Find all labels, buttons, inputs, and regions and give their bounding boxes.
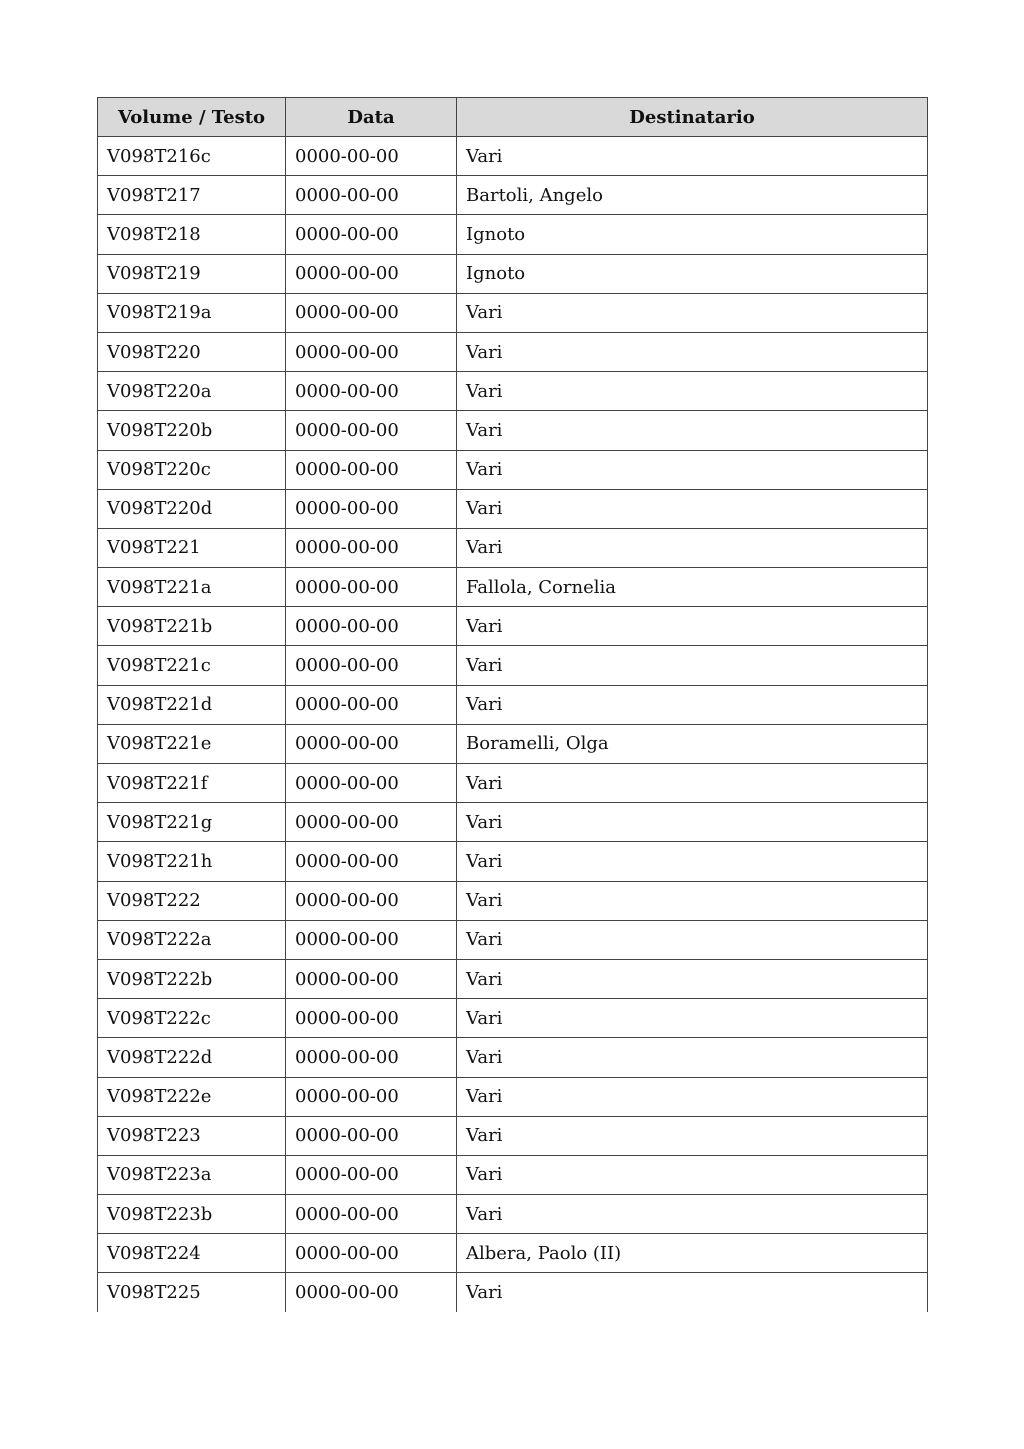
cell-recipient: Ignoto <box>457 215 928 254</box>
cell-date: 0000-00-00 <box>286 607 457 646</box>
cell-volume: V098T217 <box>98 176 286 215</box>
table-row <box>98 176 928 215</box>
cell-recipient: Vari <box>457 332 928 371</box>
cell-volume: V098T221b <box>98 607 286 646</box>
cell-recipient: Vari <box>457 607 928 646</box>
cell-recipient: Vari <box>457 528 928 567</box>
table-row <box>98 1195 928 1234</box>
cell-date: 0000-00-00 <box>286 450 457 489</box>
cell-date: 0000-00-00 <box>286 1077 457 1116</box>
cell-date: 0000-00-00 <box>286 254 457 293</box>
cell-date: 0000-00-00 <box>286 411 457 450</box>
table-row <box>98 724 928 763</box>
header-volume-testo: Volume / Testo <box>98 98 286 137</box>
cell-volume: V098T222d <box>98 1038 286 1077</box>
table-row <box>98 293 928 332</box>
table-row <box>98 607 928 646</box>
table-row <box>98 764 928 803</box>
cell-date: 0000-00-00 <box>286 1038 457 1077</box>
table-row <box>98 1155 928 1194</box>
header-destinatario: Destinatario <box>457 98 928 137</box>
table-row <box>98 332 928 371</box>
cell-volume: V098T225 <box>98 1273 286 1312</box>
table-row <box>98 685 928 724</box>
cell-recipient: Vari <box>457 999 928 1038</box>
cell-volume: V098T221e <box>98 724 286 763</box>
cell-recipient: Ignoto <box>457 254 928 293</box>
cell-recipient: Vari <box>457 920 928 959</box>
cell-date: 0000-00-00 <box>286 176 457 215</box>
table-row <box>98 450 928 489</box>
cell-volume: V098T223b <box>98 1195 286 1234</box>
cell-recipient: Vari <box>457 450 928 489</box>
cell-date: 0000-00-00 <box>286 881 457 920</box>
cell-date: 0000-00-00 <box>286 293 457 332</box>
cell-volume: V098T222c <box>98 999 286 1038</box>
cell-recipient: Vari <box>457 489 928 528</box>
cell-recipient: Vari <box>457 411 928 450</box>
cell-recipient: Bartoli, Angelo <box>457 176 928 215</box>
table-row <box>98 881 928 920</box>
cell-volume: V098T222 <box>98 881 286 920</box>
header-row <box>98 98 928 137</box>
cell-recipient: Vari <box>457 1116 928 1155</box>
cell-volume: V098T218 <box>98 215 286 254</box>
cell-volume: V098T221c <box>98 646 286 685</box>
cell-date: 0000-00-00 <box>286 1195 457 1234</box>
table-row <box>98 1116 928 1155</box>
cell-date: 0000-00-00 <box>286 999 457 1038</box>
table-row <box>98 1234 928 1273</box>
cell-recipient: Vari <box>457 764 928 803</box>
cell-recipient: Vari <box>457 1195 928 1234</box>
cell-recipient: Vari <box>457 137 928 176</box>
cell-volume: V098T219a <box>98 293 286 332</box>
header-data: Data <box>286 98 457 137</box>
cell-recipient: Vari <box>457 685 928 724</box>
cell-recipient: Boramelli, Olga <box>457 724 928 763</box>
cell-recipient: Vari <box>457 372 928 411</box>
table-row <box>98 1077 928 1116</box>
cell-date: 0000-00-00 <box>286 372 457 411</box>
cell-volume: V098T221a <box>98 568 286 607</box>
cell-date: 0000-00-00 <box>286 959 457 998</box>
cell-recipient: Albera, Paolo (II) <box>457 1234 928 1273</box>
table-row <box>98 1038 928 1077</box>
cell-volume: V098T220c <box>98 450 286 489</box>
table-row <box>98 1273 928 1312</box>
cell-recipient: Vari <box>457 1273 928 1312</box>
table-row <box>98 528 928 567</box>
cell-date: 0000-00-00 <box>286 1234 457 1273</box>
cell-date: 0000-00-00 <box>286 489 457 528</box>
table-row <box>98 489 928 528</box>
cell-recipient: Vari <box>457 1038 928 1077</box>
table-row <box>98 842 928 881</box>
cell-volume: V098T220a <box>98 372 286 411</box>
cell-date: 0000-00-00 <box>286 1155 457 1194</box>
cell-date: 0000-00-00 <box>286 215 457 254</box>
cell-volume: V098T221f <box>98 764 286 803</box>
cell-recipient: Vari <box>457 803 928 842</box>
cell-recipient: Vari <box>457 1155 928 1194</box>
table-row <box>98 999 928 1038</box>
cell-date: 0000-00-00 <box>286 568 457 607</box>
table-row <box>98 254 928 293</box>
cell-recipient: Vari <box>457 959 928 998</box>
table-row <box>98 646 928 685</box>
table-row <box>98 568 928 607</box>
records-table <box>97 97 928 1312</box>
cell-volume: V098T223 <box>98 1116 286 1155</box>
cell-volume: V098T224 <box>98 1234 286 1273</box>
cell-recipient: Vari <box>457 646 928 685</box>
cell-volume: V098T221h <box>98 842 286 881</box>
cell-date: 0000-00-00 <box>286 332 457 371</box>
cell-date: 0000-00-00 <box>286 528 457 567</box>
cell-volume: V098T219 <box>98 254 286 293</box>
table-row <box>98 920 928 959</box>
cell-date: 0000-00-00 <box>286 920 457 959</box>
cell-recipient: Vari <box>457 842 928 881</box>
cell-volume: V098T221g <box>98 803 286 842</box>
cell-volume: V098T222b <box>98 959 286 998</box>
cell-recipient: Vari <box>457 881 928 920</box>
cell-date: 0000-00-00 <box>286 842 457 881</box>
table-row <box>98 959 928 998</box>
cell-volume: V098T221 <box>98 528 286 567</box>
cell-volume: V098T220b <box>98 411 286 450</box>
cell-date: 0000-00-00 <box>286 803 457 842</box>
table-row <box>98 803 928 842</box>
table-row <box>98 215 928 254</box>
cell-volume: V098T222e <box>98 1077 286 1116</box>
cell-date: 0000-00-00 <box>286 724 457 763</box>
table-row <box>98 411 928 450</box>
cell-date: 0000-00-00 <box>286 646 457 685</box>
cell-volume: V098T222a <box>98 920 286 959</box>
cell-recipient: Vari <box>457 293 928 332</box>
cell-date: 0000-00-00 <box>286 685 457 724</box>
cell-date: 0000-00-00 <box>286 1273 457 1312</box>
cell-volume: V098T220d <box>98 489 286 528</box>
cell-recipient: Fallola, Cornelia <box>457 568 928 607</box>
cell-volume: V098T221d <box>98 685 286 724</box>
table-row <box>98 137 928 176</box>
cell-recipient: Vari <box>457 1077 928 1116</box>
cell-date: 0000-00-00 <box>286 1116 457 1155</box>
cell-volume: V098T223a <box>98 1155 286 1194</box>
cell-volume: V098T216c <box>98 137 286 176</box>
cell-volume: V098T220 <box>98 332 286 371</box>
cell-date: 0000-00-00 <box>286 137 457 176</box>
cell-date: 0000-00-00 <box>286 764 457 803</box>
table-row <box>98 372 928 411</box>
